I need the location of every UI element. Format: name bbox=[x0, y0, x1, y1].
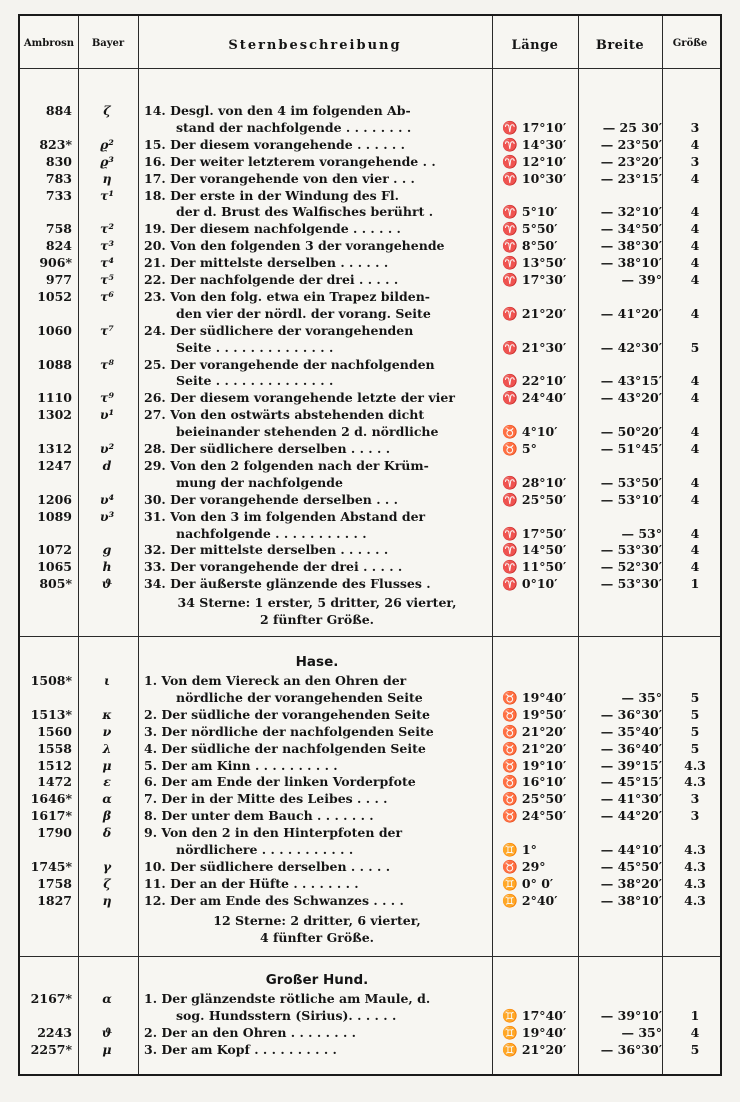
longitude-value: ♈ 17°10′ bbox=[502, 119, 567, 135]
star-description: 19. Der diesem nachfolgende . . . . . . bbox=[144, 221, 401, 237]
section-summary: 34 Sterne: 1 erster, 5 dritter, 26 vierter, bbox=[177, 595, 457, 610]
magnitude-value: 4 bbox=[690, 255, 700, 271]
star-description: 20. Von den folgenden 3 der vorangehende bbox=[144, 238, 445, 254]
ambrosn-number: 1745* bbox=[30, 858, 72, 874]
longitude-value: ♊ 17°40′ bbox=[502, 1007, 567, 1023]
catalog-row bbox=[20, 723, 720, 740]
bayer-letter: υ¹ bbox=[99, 407, 115, 423]
star-description: beieinander stehenden 2 d. nördliche bbox=[176, 424, 439, 440]
bayer-letter: α bbox=[102, 991, 112, 1006]
catalog-row bbox=[20, 153, 720, 170]
longitude-value: ♈ 14°50′ bbox=[502, 542, 567, 558]
magnitude-value: 5 bbox=[690, 689, 700, 705]
latitude-value: — 43°20′ bbox=[600, 390, 662, 406]
star-description: 9. Von den 2 in den Hinterpfoten der bbox=[144, 825, 403, 841]
star-description: 30. Der vorangehende derselben . . . bbox=[144, 491, 398, 507]
catalog-row bbox=[20, 119, 720, 136]
bayer-letter: τ² bbox=[100, 221, 114, 237]
star-description: 1. Von dem Viereck an den Ohren der bbox=[144, 673, 407, 688]
catalog-row bbox=[20, 541, 720, 558]
star-description: 21. Der mittelste derselben . . . . . . bbox=[144, 255, 389, 271]
star-description: 16. Der weiter letzterem vorangehende . . bbox=[144, 153, 436, 169]
longitude-value: ♊ 2°40′ bbox=[502, 892, 558, 908]
longitude-value: ♈ 17°50′ bbox=[502, 525, 567, 541]
star-description: 11. Der an der Hüfte . . . . . . . . bbox=[144, 875, 359, 891]
section-title-hase: Hase. bbox=[295, 654, 339, 670]
longitude-value: ♈ 17°30′ bbox=[502, 272, 567, 287]
star-description: 6. Der am Ende der linken Vorderpfote bbox=[144, 774, 416, 790]
magnitude-value: 4 bbox=[690, 525, 700, 541]
magnitude-value: 4.3 bbox=[684, 875, 706, 891]
star-description: 26. Der diesem vorangehende letzte der vier bbox=[144, 390, 455, 406]
latitude-value: — 50°20′ bbox=[600, 424, 662, 440]
ambrosn-number: 1513* bbox=[30, 706, 72, 722]
catalog-row bbox=[20, 508, 720, 525]
latitude-value: — 36°40′ bbox=[600, 740, 662, 756]
star-description: stand der nachfolgende . . . . . . . . bbox=[176, 119, 412, 135]
bayer-letter: η bbox=[102, 892, 112, 908]
magnitude-value: 4 bbox=[690, 170, 700, 186]
star-description: 29. Von den 2 folgenden nach der Krüm- bbox=[144, 457, 429, 473]
bayer-letter: λ bbox=[102, 740, 112, 756]
bayer-letter: τ¹ bbox=[100, 187, 114, 203]
catalog-row bbox=[20, 1041, 720, 1058]
magnitude-value: 4 bbox=[690, 390, 700, 406]
longitude-value: ♈ 22°10′ bbox=[502, 373, 567, 389]
longitude-value: ♈ 10°30′ bbox=[502, 170, 567, 186]
star-description: 3. Der am Kopf . . . . . . . . . . bbox=[144, 1041, 337, 1057]
catalog-row bbox=[20, 423, 720, 440]
ambrosn-number: 2257* bbox=[30, 1041, 72, 1057]
latitude-value: — 45°50′ bbox=[600, 858, 662, 874]
star-description: nachfolgende . . . . . . . . . . . bbox=[176, 525, 367, 541]
ambrosn-number: 884 bbox=[45, 103, 72, 118]
header-rule bbox=[20, 68, 720, 69]
star-description: 10. Der südlichere derselben . . . . . bbox=[144, 858, 391, 874]
star-description: 15. Der diesem vorangehende . . . . . . bbox=[144, 136, 405, 152]
bayer-letter: ζ bbox=[103, 875, 111, 891]
catalog-row bbox=[20, 757, 720, 774]
star-description: Seite . . . . . . . . . . . . . . bbox=[176, 373, 334, 389]
catalog-row bbox=[20, 305, 720, 322]
bayer-letter: δ bbox=[102, 825, 112, 841]
header-bayer: Bayer bbox=[91, 38, 125, 49]
magnitude-value: 4.3 bbox=[684, 757, 706, 773]
longitude-value: ♊ 0° 0′ bbox=[502, 875, 554, 891]
longitude-value: ♉ 19°50′ bbox=[502, 706, 567, 722]
magnitude-value: 1 bbox=[690, 576, 700, 592]
catalog-row bbox=[20, 288, 720, 305]
catalog-row bbox=[20, 807, 720, 824]
header-sternbeschreibung: Sternbeschreibung bbox=[228, 38, 402, 53]
magnitude-value: 4.3 bbox=[684, 842, 706, 857]
catalog-row bbox=[20, 1007, 720, 1024]
bayer-letter: μ bbox=[102, 1041, 112, 1057]
catalog-row bbox=[20, 740, 720, 757]
latitude-value: — 35° bbox=[621, 1024, 662, 1040]
magnitude-value: 4 bbox=[690, 221, 700, 237]
catalog-row bbox=[20, 372, 720, 389]
star-description: 25. Der vorangehende der nachfolgenden bbox=[144, 356, 435, 372]
magnitude-value: 4 bbox=[690, 272, 700, 287]
star-description: 18. Der erste in der Windung des Fl. bbox=[144, 187, 400, 203]
catalog-row bbox=[20, 491, 720, 508]
bayer-letter: υ³ bbox=[99, 508, 115, 524]
latitude-value: — 36°30′ bbox=[600, 706, 662, 722]
star-description: 12. Der am Ende des Schwanzes . . . . bbox=[144, 892, 404, 908]
star-description: 3. Der nördliche der nachfolgenden Seite bbox=[144, 723, 434, 739]
catalog-row bbox=[20, 773, 720, 790]
star-description: sog. Hundsstern (Sirius). . . . . . bbox=[176, 1007, 397, 1023]
star-description: 27. Von den ostwärts abstehenden dicht bbox=[144, 407, 425, 423]
bayer-letter: τ³ bbox=[100, 238, 114, 254]
star-description: 8. Der unter dem Bauch . . . . . . . bbox=[144, 808, 374, 824]
ambrosn-number: 1088 bbox=[37, 356, 72, 372]
section-rule bbox=[20, 956, 720, 957]
catalog-row bbox=[20, 440, 720, 457]
star-description: den vier der nördl. der vorang. Seite bbox=[176, 305, 431, 321]
ambrosn-number: 823* bbox=[39, 136, 72, 152]
magnitude-value: 4 bbox=[690, 424, 700, 440]
magnitude-value: 4 bbox=[690, 559, 700, 575]
latitude-value: — 35°40′ bbox=[600, 723, 662, 739]
longitude-value: ♈ 8°50′ bbox=[502, 238, 558, 254]
bayer-letter: τ⁵ bbox=[100, 272, 114, 287]
catalog-row bbox=[20, 474, 720, 491]
longitude-value: ♉ 4°10′ bbox=[502, 424, 558, 440]
ambrosn-number: 1065 bbox=[37, 559, 72, 575]
star-description: 7. Der in der Mitte des Leibes . . . . bbox=[144, 791, 388, 807]
catalog-row bbox=[20, 271, 720, 288]
magnitude-value: 3 bbox=[690, 808, 700, 824]
magnitude-value: 1 bbox=[690, 1007, 700, 1023]
catalog-row bbox=[20, 170, 720, 187]
bayer-letter: κ bbox=[102, 706, 112, 722]
ambrosn-number: 733 bbox=[45, 187, 72, 203]
magnitude-value: 4.3 bbox=[684, 892, 706, 908]
longitude-value: ♊ 19°40′ bbox=[502, 1024, 567, 1040]
star-description: 31. Von den 3 im folgenden Abstand der bbox=[144, 508, 426, 524]
magnitude-value: 3 bbox=[690, 791, 700, 807]
catalog-row bbox=[20, 672, 720, 689]
catalog-row bbox=[20, 790, 720, 807]
longitude-value: ♈ 24°40′ bbox=[502, 390, 567, 406]
section-summary: 2 fünfter Größe. bbox=[259, 612, 375, 627]
longitude-value: ♉ 29° bbox=[502, 858, 546, 874]
latitude-value: — 39° bbox=[621, 272, 662, 287]
ambrosn-number: 783 bbox=[45, 170, 72, 186]
latitude-value: — 51°45′ bbox=[600, 441, 662, 456]
star-description: 23. Von den folg. etwa ein Trapez bilden- bbox=[144, 288, 430, 304]
ambrosn-number: 824 bbox=[45, 238, 72, 254]
bayer-letter: τ⁴ bbox=[100, 255, 114, 271]
star-description: mung der nachfolgende bbox=[176, 474, 343, 490]
magnitude-value: 4 bbox=[690, 542, 700, 558]
magnitude-value: 4 bbox=[690, 1024, 700, 1040]
latitude-value: — 41°20′ bbox=[600, 305, 662, 321]
latitude-value: — 36°30′ bbox=[600, 1041, 662, 1057]
bayer-letter: τ⁷ bbox=[100, 322, 114, 338]
header-breite: Breite bbox=[595, 38, 645, 53]
latitude-value: — 44°10′ bbox=[600, 842, 662, 857]
longitude-value: ♈ 5°50′ bbox=[502, 221, 558, 237]
longitude-value: ♈ 5°10′ bbox=[502, 204, 558, 220]
latitude-value: — 43°15′ bbox=[600, 373, 662, 389]
header-groesse: Größe bbox=[672, 38, 708, 49]
longitude-value: ♊ 21°20′ bbox=[502, 1041, 567, 1057]
ambrosn-number: 1052 bbox=[37, 288, 72, 304]
bayer-letter: ι bbox=[103, 673, 111, 688]
bayer-letter: τ⁸ bbox=[100, 356, 114, 372]
catalog-row bbox=[20, 102, 720, 119]
magnitude-value: 4 bbox=[690, 136, 700, 152]
latitude-value: — 35° bbox=[621, 689, 662, 705]
star-description: 33. Der vorangehende der drei . . . . . bbox=[144, 559, 403, 575]
star-description: nördlichere . . . . . . . . . . . bbox=[176, 842, 354, 857]
catalog-row bbox=[20, 187, 720, 204]
star-description: 2. Der an den Ohren . . . . . . . . bbox=[144, 1024, 357, 1040]
magnitude-value: 5 bbox=[690, 740, 700, 756]
latitude-value: — 53°30′ bbox=[600, 542, 662, 558]
ambrosn-number: 1508* bbox=[30, 673, 72, 688]
longitude-value: ♈ 28°10′ bbox=[502, 474, 567, 490]
latitude-value: — 45°15′ bbox=[600, 774, 662, 790]
magnitude-value: 4.3 bbox=[684, 858, 706, 874]
catalog-row bbox=[20, 824, 720, 841]
longitude-value: ♉ 21°20′ bbox=[502, 723, 567, 739]
ambrosn-number: 1646* bbox=[30, 791, 72, 807]
bayer-letter: β bbox=[102, 808, 112, 824]
bayer-letter: h bbox=[102, 559, 112, 575]
bayer-letter: d bbox=[102, 457, 112, 473]
catalog-row bbox=[20, 254, 720, 271]
star-description: nördliche der vorangehenden Seite bbox=[176, 689, 423, 705]
catalog-row bbox=[20, 237, 720, 254]
ambrosn-number: 906* bbox=[39, 255, 72, 271]
latitude-value: — 44°20′ bbox=[600, 808, 662, 824]
longitude-value: ♉ 24°50′ bbox=[502, 808, 567, 824]
ambrosn-number: 1302 bbox=[37, 407, 72, 423]
latitude-value: — 38°10′ bbox=[600, 255, 662, 271]
latitude-value: — 38°10′ bbox=[600, 892, 662, 908]
ambrosn-number: 977 bbox=[45, 272, 72, 287]
longitude-value: ♈ 25°50′ bbox=[502, 491, 567, 507]
longitude-value: ♉ 25°50′ bbox=[502, 791, 567, 807]
latitude-value: — 25 30′ bbox=[602, 119, 662, 135]
catalog-row bbox=[20, 558, 720, 575]
bayer-letter: ϱ³ bbox=[100, 153, 114, 169]
bayer-letter: η bbox=[102, 170, 112, 186]
bayer-letter: ε bbox=[103, 774, 111, 790]
magnitude-value: 4 bbox=[690, 441, 700, 456]
star-description: 4. Der südliche der nachfolgenden Seite bbox=[144, 740, 426, 756]
longitude-value: ♈ 11°50′ bbox=[502, 559, 567, 575]
latitude-value: — 23°20′ bbox=[600, 153, 662, 169]
longitude-value: ♉ 19°10′ bbox=[502, 757, 567, 773]
bayer-letter: υ⁴ bbox=[99, 491, 115, 507]
catalog-row bbox=[20, 322, 720, 339]
ambrosn-number: 1827 bbox=[37, 892, 72, 908]
catalog-row bbox=[20, 339, 720, 356]
latitude-value: — 39°15′ bbox=[600, 757, 662, 773]
catalog-row bbox=[20, 406, 720, 423]
magnitude-value: 3 bbox=[690, 153, 700, 169]
catalog-row bbox=[20, 706, 720, 723]
catalog-row bbox=[20, 575, 720, 592]
latitude-value: — 53°50′ bbox=[600, 474, 662, 490]
catalog-row bbox=[20, 875, 720, 892]
catalog-row bbox=[20, 220, 720, 237]
ambrosn-number: 1512 bbox=[37, 757, 72, 773]
latitude-value: — 34°50′ bbox=[600, 221, 662, 237]
longitude-value: ♊ 1° bbox=[502, 842, 537, 857]
latitude-value: — 23°15′ bbox=[600, 170, 662, 186]
latitude-value: — 53°10′ bbox=[600, 491, 662, 507]
magnitude-value: 4.3 bbox=[684, 774, 706, 790]
magnitude-value: 4 bbox=[690, 238, 700, 254]
star-description: 24. Der südlichere der vorangehenden bbox=[144, 322, 414, 338]
latitude-value: — 38°20′ bbox=[600, 875, 662, 891]
catalog-row bbox=[20, 136, 720, 153]
catalog-row bbox=[20, 892, 720, 909]
ambrosn-number: 805* bbox=[39, 576, 72, 592]
catalog-row bbox=[20, 990, 720, 1007]
bayer-letter: ϑ bbox=[101, 1024, 113, 1040]
magnitude-value: 4 bbox=[690, 204, 700, 220]
bayer-letter: ϱ² bbox=[100, 136, 114, 152]
ambrosn-number: 1790 bbox=[37, 825, 72, 841]
bayer-letter: α bbox=[102, 791, 112, 807]
star-description: 17. Der vorangehende von den vier . . . bbox=[144, 170, 415, 186]
latitude-value: — 53° bbox=[621, 525, 662, 541]
star-description: 28. Der südlichere derselben . . . . . bbox=[144, 441, 391, 456]
star-description: Seite . . . . . . . . . . . . . . bbox=[176, 339, 334, 355]
catalog-row bbox=[20, 858, 720, 875]
star-catalog-page bbox=[18, 14, 722, 1076]
longitude-value: ♈ 0°10′ bbox=[502, 576, 558, 592]
magnitude-value: 5 bbox=[690, 339, 700, 355]
longitude-value: ♈ 14°30′ bbox=[502, 136, 567, 152]
bayer-letter: υ² bbox=[99, 441, 115, 456]
latitude-value: — 53°30′ bbox=[600, 576, 662, 592]
longitude-value: ♉ 21°20′ bbox=[502, 740, 567, 756]
longitude-value: ♈ 21°20′ bbox=[502, 305, 567, 321]
latitude-value: — 42°30′ bbox=[600, 339, 662, 355]
ambrosn-number: 830 bbox=[45, 153, 72, 169]
longitude-value: ♉ 19°40′ bbox=[502, 689, 567, 705]
header-ambrosn: Ambrosn bbox=[23, 38, 75, 49]
latitude-value: — 23°50′ bbox=[600, 136, 662, 152]
bayer-letter: γ bbox=[102, 858, 112, 874]
latitude-value: — 32°10′ bbox=[600, 204, 662, 220]
latitude-value: — 52°30′ bbox=[600, 559, 662, 575]
catalog-row bbox=[20, 389, 720, 406]
header-laenge: Länge bbox=[511, 38, 559, 53]
bayer-letter: g bbox=[102, 542, 112, 558]
ambrosn-number: 1060 bbox=[37, 322, 72, 338]
longitude-value: ♉ 16°10′ bbox=[502, 774, 567, 790]
ambrosn-number: 1110 bbox=[37, 390, 72, 406]
ambrosn-number: 758 bbox=[45, 221, 72, 237]
ambrosn-number: 1472 bbox=[37, 774, 72, 790]
bayer-letter: ν bbox=[102, 723, 112, 739]
longitude-value: ♉ 5° bbox=[502, 441, 537, 456]
latitude-value: — 38°30′ bbox=[600, 238, 662, 254]
latitude-value: — 41°30′ bbox=[600, 791, 662, 807]
star-description: 5. Der am Kinn . . . . . . . . . . bbox=[144, 757, 338, 773]
ambrosn-number: 1206 bbox=[37, 491, 72, 507]
ambrosn-number: 2243 bbox=[37, 1024, 72, 1040]
bayer-letter: ϑ bbox=[101, 576, 113, 592]
star-description: 2. Der südliche der vorangehenden Seite bbox=[144, 706, 430, 722]
catalog-row bbox=[20, 689, 720, 706]
ambrosn-number: 1617* bbox=[30, 808, 72, 824]
star-description: 1. Der glänzendste rötliche am Maule, d. bbox=[144, 991, 431, 1006]
magnitude-value: 4 bbox=[690, 491, 700, 507]
star-description: 14. Desgl. von den 4 im folgenden Ab- bbox=[144, 103, 411, 118]
magnitude-value: 4 bbox=[690, 305, 700, 321]
longitude-value: ♈ 12°10′ bbox=[502, 153, 567, 169]
longitude-value: ♈ 21°30′ bbox=[502, 339, 567, 355]
ambrosn-number: 1247 bbox=[37, 457, 72, 473]
ambrosn-number: 1072 bbox=[37, 542, 72, 558]
catalog-row bbox=[20, 1024, 720, 1041]
magnitude-value: 5 bbox=[690, 1041, 700, 1057]
ambrosn-number: 1089 bbox=[37, 508, 72, 524]
magnitude-value: 4 bbox=[690, 373, 700, 389]
bayer-letter: μ bbox=[102, 757, 112, 773]
catalog-row bbox=[20, 457, 720, 474]
catalog-row bbox=[20, 356, 720, 373]
bayer-letter: ζ bbox=[103, 103, 111, 118]
section-rule bbox=[20, 636, 720, 637]
section-summary: 4 fünfter Größe. bbox=[259, 930, 375, 945]
magnitude-value: 5 bbox=[690, 706, 700, 722]
ambrosn-number: 1312 bbox=[37, 441, 72, 456]
latitude-value: — 39°10′ bbox=[600, 1007, 662, 1023]
ambrosn-number: 1560 bbox=[37, 723, 72, 739]
catalog-row bbox=[20, 203, 720, 220]
section-summary: 12 Sterne: 2 dritter, 6 vierter, bbox=[213, 913, 421, 928]
magnitude-value: 3 bbox=[690, 119, 700, 135]
star-description: 34. Der äußerste glänzende des Flusses . bbox=[144, 576, 431, 592]
star-description: 32. Der mittelste derselben . . . . . . bbox=[144, 542, 389, 558]
bayer-letter: τ⁶ bbox=[100, 288, 114, 304]
ambrosn-number: 1758 bbox=[37, 875, 72, 891]
bayer-letter: τ⁹ bbox=[100, 390, 114, 406]
catalog-row bbox=[20, 841, 720, 858]
ambrosn-number: 2167* bbox=[30, 991, 72, 1006]
magnitude-value: 4 bbox=[690, 474, 700, 490]
catalog-row bbox=[20, 525, 720, 542]
ambrosn-number: 1558 bbox=[37, 740, 72, 756]
star-description: 22. Der nachfolgende der drei . . . . . bbox=[144, 272, 399, 287]
section-title-grosser-hund: Großer Hund. bbox=[265, 972, 369, 988]
star-description: der d. Brust des Walfisches berührt . bbox=[176, 204, 434, 220]
longitude-value: ♈ 13°50′ bbox=[502, 255, 567, 271]
magnitude-value: 5 bbox=[690, 723, 700, 739]
